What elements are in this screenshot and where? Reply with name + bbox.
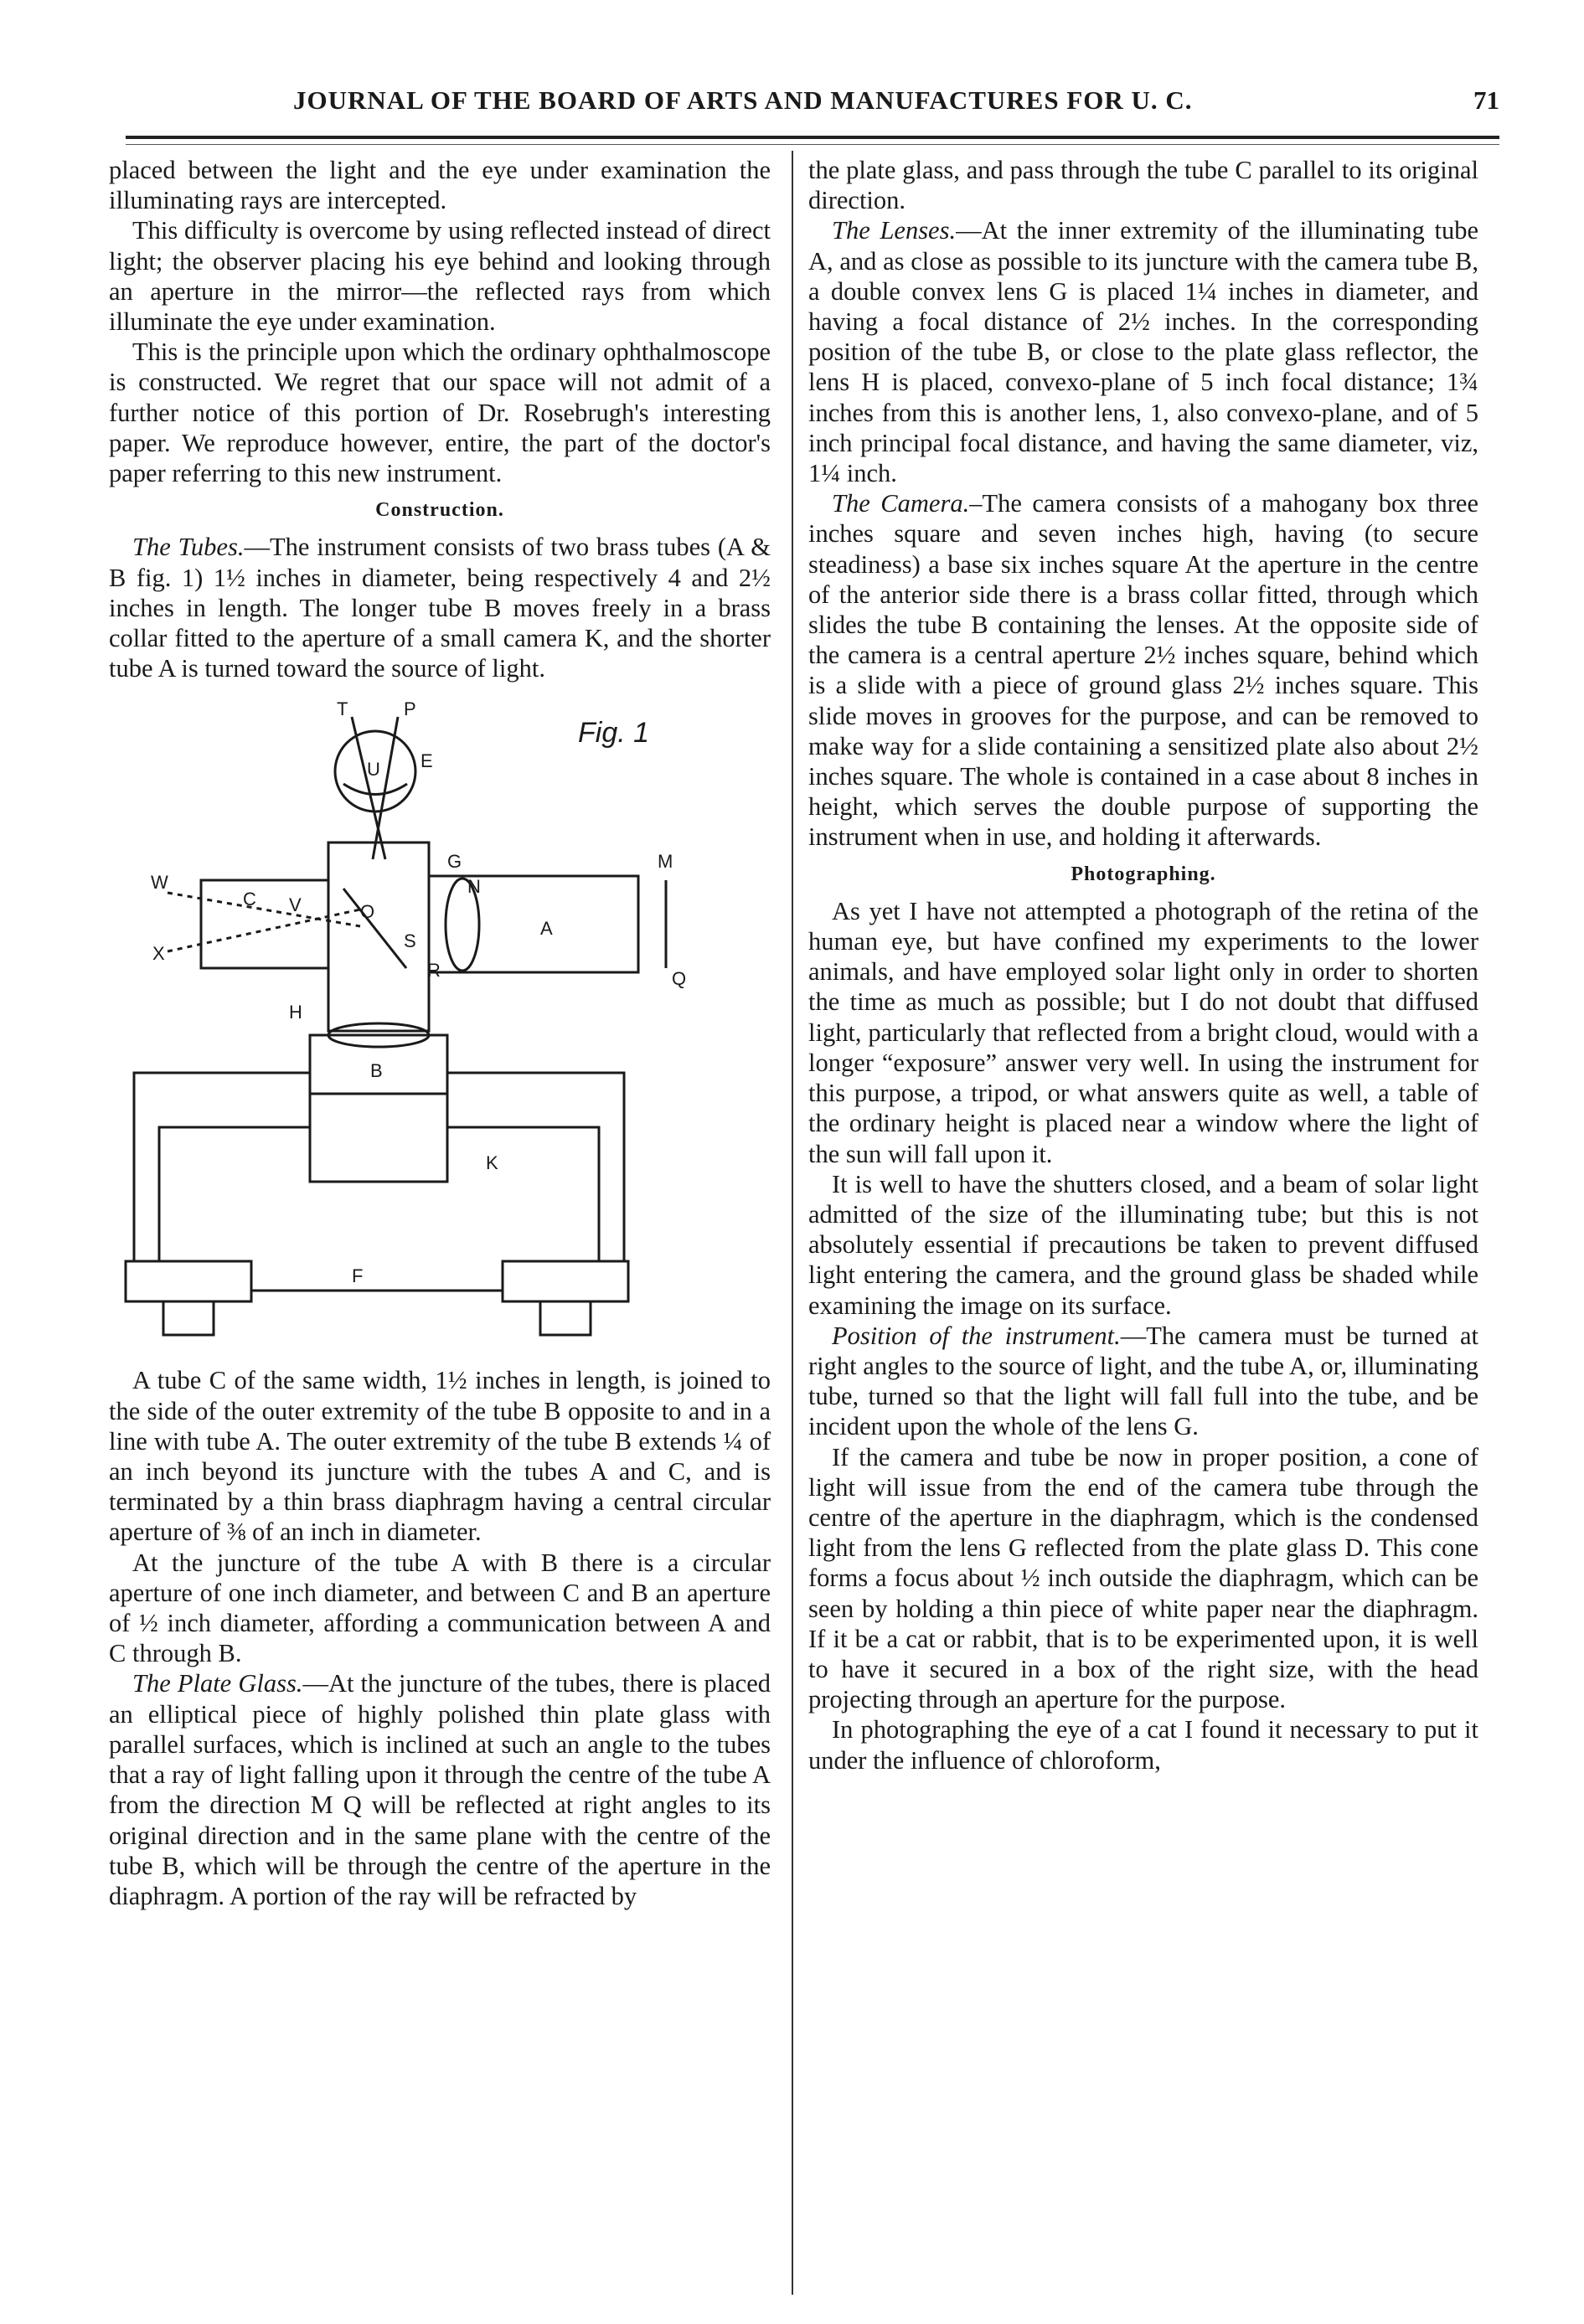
instrument-diagram: [109, 692, 771, 1353]
ray-x: [168, 910, 360, 951]
ray-p: [373, 717, 398, 859]
paragraph: placed between the light and the eye under examination the illuminating rays are intercepted.: [109, 156, 771, 215]
label-r: R: [427, 960, 441, 982]
label-q: Q: [672, 968, 687, 990]
page-number: 71: [1473, 85, 1499, 115]
header-rule-thin: [126, 144, 1499, 145]
subhead-camera: The Camera.: [832, 489, 970, 518]
label-e: E: [421, 750, 433, 772]
label-x: X: [152, 943, 165, 965]
label-f: F: [352, 1265, 364, 1287]
section-heading-construction: Construction.: [375, 499, 504, 522]
label-u: U: [367, 759, 380, 781]
paragraph-position: [808, 1321, 1478, 1442]
base-right: [503, 1261, 628, 1301]
subhead-plate-glass: The Plate Glass.: [132, 1669, 303, 1698]
camera-k: [134, 1073, 310, 1261]
tube-a: [429, 876, 638, 972]
label-m: M: [658, 851, 673, 873]
label-k: K: [486, 1152, 498, 1174]
label-h: H: [289, 1002, 302, 1023]
section-heading-photographing: Photographing.: [1071, 863, 1216, 885]
ray-w: [168, 893, 360, 926]
paragraph-camera: [808, 488, 1478, 852]
lenses-text: —At the inner extremity of the illuminating tube A, and as close as possible to its juncture with the camera tube B, a double convex lens G is placed 1¼ inches in diameter, and having a focal distance of 2½ inches. In the corresponding position of the tube B, or close to the plate glass reflector, the lens H is placed, convexo-plane of 5 inch focal distance; 1¾ inches from this is another lens, 1, also convexo-plane, and of 5 inch principal focal distance, and having the same diameter, viz, 1¼ inch.: [808, 216, 1478, 488]
paragraph: At the juncture of the tube A with B there is a circular aperture of one inch diameter, and between C and B an aperture of ½ inch diameter, affording a communication between A and C through B.: [109, 1548, 771, 1668]
paragraph-lenses: [808, 215, 1478, 488]
label-w: W: [151, 872, 168, 894]
paragraph: As yet I have not attempted a photograph of the retina of the human eye, but have confined my experiments to the lower animals, and have employed solar light only in order to shorten the time as much as possible; but I do not doubt that diffused light, particularly that reflected from a bright cloud, would with a longer “exposure” answer very well. In using the instrument for this purpose, a tripod, or what answers quite as well, a table of the ordinary height is placed near a window where the light of the sun will fall upon it.: [808, 896, 1478, 1168]
label-n: N: [467, 876, 481, 898]
page-header: [126, 80, 1499, 131]
eye-pupil: [343, 784, 407, 795]
plate-glass: [343, 889, 406, 968]
subhead-tubes: The Tubes.: [132, 533, 245, 562]
ray-t: [352, 717, 385, 859]
running-title: JOURNAL OF THE BOARD OF ARTS AND MANUFACTURES FOR U. C.: [293, 85, 1193, 115]
tube-b-lower: [310, 1035, 447, 1182]
label-v: V: [289, 894, 302, 916]
paragraph: the plate glass, and pass through the tube C parallel to its original direction.: [808, 156, 1478, 215]
label-o: O: [360, 901, 375, 923]
label-c: C: [243, 889, 256, 910]
label-g: G: [447, 851, 462, 873]
position-text: —The camera must be turned at right angles to the source of light, and the tube A, or, illuminating tube, turned so that the light will fall full into the tube, and be incident upon the whole of the lens G.: [808, 1321, 1478, 1441]
paragraph-plate-glass: [109, 1668, 771, 1911]
figure-1: [109, 692, 771, 1353]
paragraph: This difficulty is overcome by using reflected instead of direct light; the observer placing his eye behind and looking through an aperture in the mirror—the reflected rays from which illuminate the eye under examination.: [109, 216, 771, 337]
base-left: [126, 1261, 251, 1301]
label-s: S: [404, 930, 416, 952]
foot-right: [540, 1301, 591, 1335]
tube-c: [201, 880, 328, 968]
label-b: B: [370, 1060, 383, 1082]
column-divider: [792, 151, 793, 2295]
label-t: T: [337, 698, 348, 720]
right-column: [808, 155, 1478, 1775]
tubes-text: —The instrument consists of two brass tubes (A & B fig. 1) 1½ inches in diameter, being respectively 4 and 2½ inches in length. The longer tube B moves freely in a brass collar fitted to the aperture of a small camera K, and the shorter tube A is turned toward the source of light.: [109, 533, 771, 683]
paragraph: A tube C of the same width, 1½ inches in length, is joined to the side of the outer extremity of the tube B opposite to and in a line with tube A. The outer extremity of the tube B extends ¼ of an inch beyond its juncture with the tubes A and C, and is terminated by a thin brass diaphragm having a central circular aperture of ⅜ of an inch in diameter.: [109, 1366, 771, 1547]
foot-left: [163, 1301, 214, 1335]
paragraph: If the camera and tube be now in proper position, a cone of light will issue from the end of the camera tube through the centre of the aperture in the diaphragm, which is the condensed light from the lens G reflected from the plate glass D. This cone forms a focus about ½ inch outside the diaphragm, which can be seen by holding a thin piece of white paper near the diaphragm. If it be a cat or rabbit, that is to be experimented upon, it is well to have it secured in a box of the right size, with the head projecting through an aperture for the purpose.: [808, 1442, 1478, 1714]
left-column: [109, 155, 771, 1911]
camera-k-right: [447, 1073, 624, 1261]
figure-caption: Fig. 1: [578, 717, 650, 750]
camera-text: –The camera consists of a mahogany box three inches square and seven inches high, having (to secure steadiness) a base six inches square At the aperture in the centre of the anterior side there is a brass collar fitted, through which slides the tube B containing the lenses. At the opposite side of the camera is a central aperture 2½ inches square, behind which is a slide with a piece of ground glass 2½ inches square. This slide moves in grooves for the purpose, and can be removed to make way for a slide containing a sensitized plate also about 2½ inches square. The whole is contained in a case about 8 inches in height, which serves the double purpose of supporting the instrument when in use, and holding it afterwards.: [808, 489, 1478, 852]
label-p: P: [404, 698, 416, 720]
subhead-position: Position of the instrument.: [832, 1321, 1121, 1350]
subhead-lenses: The Lenses.: [832, 216, 957, 245]
label-a: A: [540, 918, 553, 940]
paragraph: This is the principle upon which the ordinary ophthalmoscope is constructed. We regret that our space will not admit of a further notice of this portion of Dr. Rosebrugh's interesting paper. We reproduce however, entire, the part of the doctor's paper referring to this new instrument.: [109, 338, 771, 488]
paragraph: In photographing the eye of a cat I found it necessary to put it under the influence of chloroform,: [808, 1715, 1478, 1775]
plate-glass-text: —At the juncture of the tubes, there is placed an elliptical piece of highly polished thin plate glass with parallel surfaces, which is inclined at such an angle to the tubes that a ray of light falling upon it through the centre of the tube A from the direction M Q will be reflected at right angles to its original direction and in the same plane with the centre of the tube B, which will be through the centre of the aperture in the diaphragm. A portion of the ray will be refracted by: [109, 1669, 771, 1910]
header-rule: [126, 136, 1499, 139]
paragraph-tubes: [109, 532, 771, 683]
paragraph: It is well to have the shutters closed, and a beam of solar light admitted of the size of the illuminating tube; but this is not absolutely essential if precautions be taken to prevent diffused light entering the camera, and the ground glass be shaded while examining the image on its surface.: [808, 1169, 1478, 1320]
